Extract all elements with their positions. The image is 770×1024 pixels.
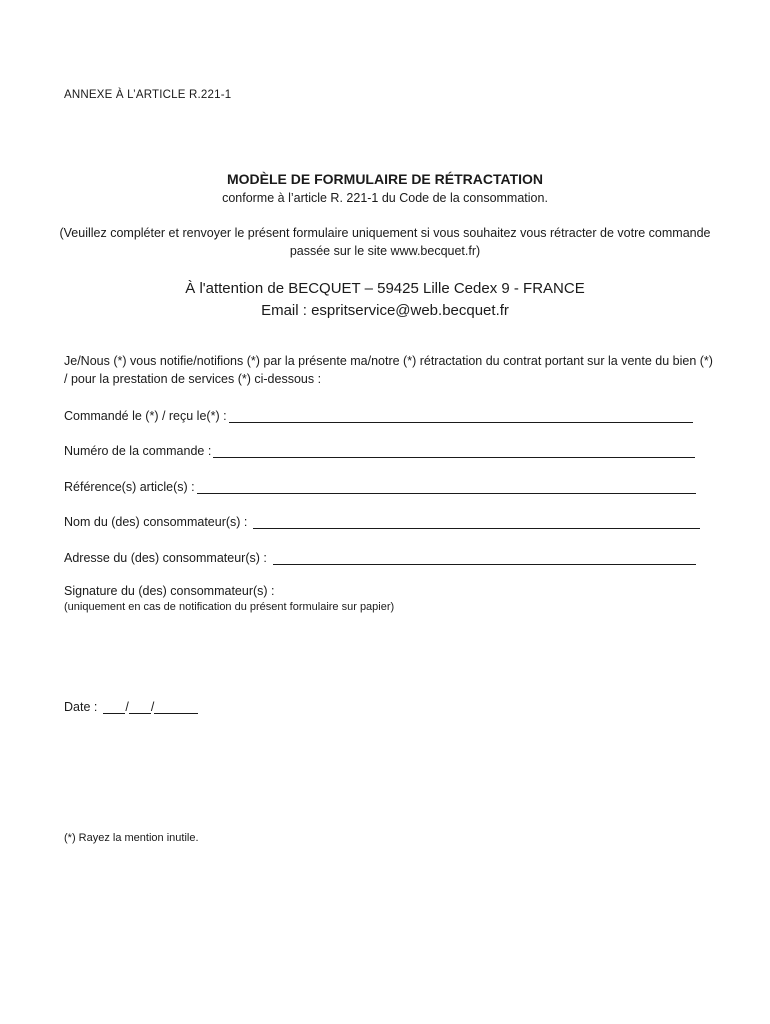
email-line: Email : espritservice@web.becquet.fr — [261, 302, 509, 319]
withdrawal-notice: Je/Nous (*) vous notifie/notifions (*) par la présente ma/notre (*) rétractation du contrat portant sur la vente du bien (*) / pour la prestation de services (*) ci-dessous : — [64, 354, 713, 386]
signature-label: Signature du (des) consommateur(s) : — [64, 584, 275, 598]
form-subtitle: conforme à l’article R. 221-1 du Code de la consommation. — [222, 191, 548, 205]
field-order-number-label: Numéro de la commande : — [64, 444, 212, 458]
date-label: Date : — [64, 700, 98, 714]
date-separator-1: / — [125, 700, 129, 714]
annex-reference: ANNEXE À L’ARTICLE R.221-1 — [64, 89, 232, 101]
form-title: MODÈLE DE FORMULAIRE DE RÉTRACTATION — [226, 171, 544, 187]
field-order-number-line[interactable] — [213, 443, 695, 458]
field-consumer-name-label: Nom du (des) consommateur(s) : — [64, 515, 248, 529]
instructions-text: (Veuillez compléter et renvoyer le présent formulaire uniquement si vous souhaitez vous rétracter de votre commande passée sur le site www.becquet.fr) — [59, 226, 711, 258]
attention-line: À l'attention de BECQUET – 59425 Lille Cedex 9 - FRANCE — [185, 280, 585, 297]
field-consumer-address-line[interactable] — [273, 550, 696, 565]
field-order-number[interactable] — [64, 440, 695, 458]
field-ordered-received[interactable] — [64, 405, 693, 423]
date-day-line[interactable] — [103, 700, 125, 714]
form-instructions — [0, 224, 770, 260]
field-article-refs[interactable] — [64, 476, 696, 494]
field-article-refs-label: Référence(s) article(s) : — [64, 480, 195, 494]
date-year-line[interactable] — [154, 700, 198, 714]
date-field[interactable] — [64, 700, 198, 714]
footnote: (*) Rayez la mention inutile. — [64, 832, 199, 844]
date-month-line[interactable] — [129, 700, 151, 714]
field-ordered-received-line[interactable] — [229, 408, 693, 423]
attention-block — [0, 278, 770, 322]
field-article-refs-line[interactable] — [197, 479, 696, 494]
date-separator-2: / — [150, 700, 155, 714]
field-ordered-received-label: Commandé le (*) / reçu le(*) : — [64, 409, 227, 423]
signature-note: (uniquement en cas de notification du présent formulaire sur papier) — [64, 601, 395, 613]
field-consumer-name-line[interactable] — [253, 514, 700, 529]
field-consumer-address[interactable] — [64, 547, 696, 565]
field-consumer-name[interactable] — [64, 511, 700, 529]
field-consumer-address-label: Adresse du (des) consommateur(s) : — [64, 551, 267, 565]
